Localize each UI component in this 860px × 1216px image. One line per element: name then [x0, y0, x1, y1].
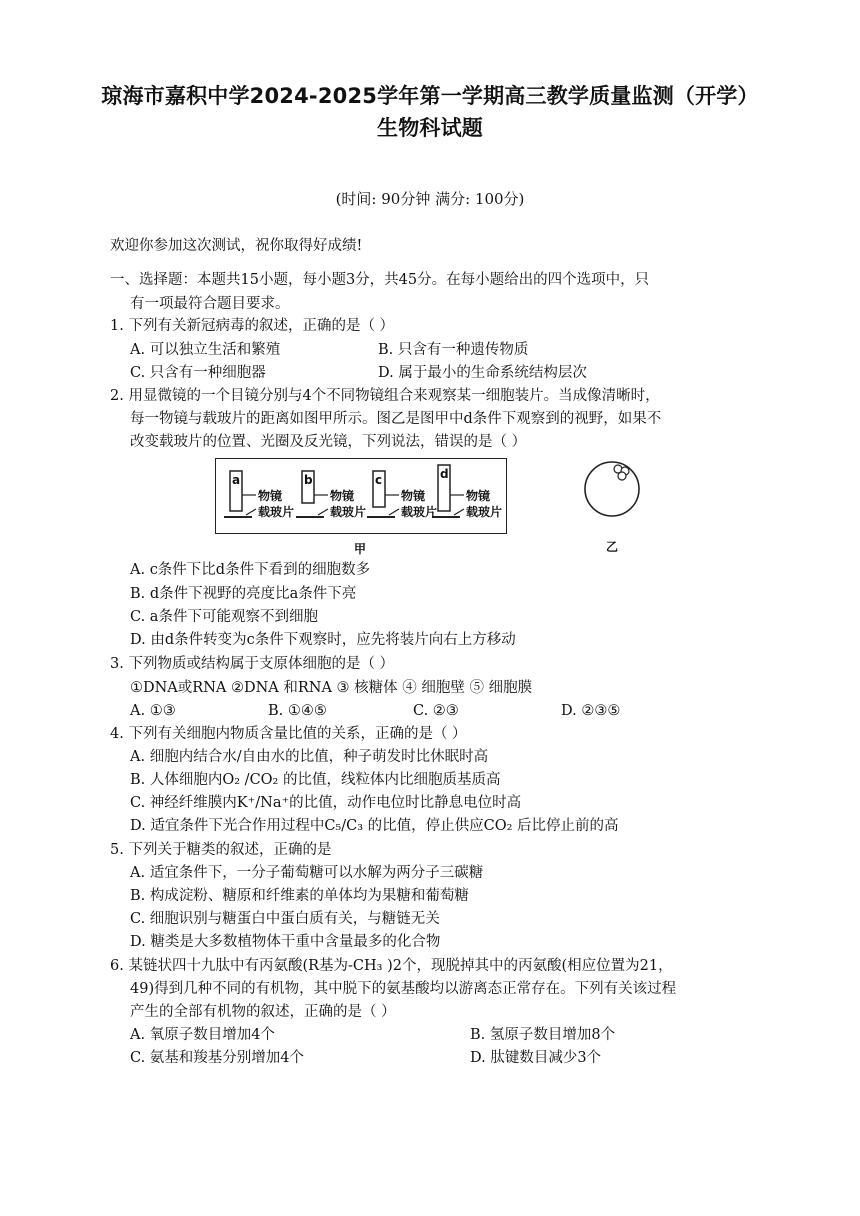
q4-option-c: C. 神经纤维膜内K⁺/Na⁺的比值，动作电位时比静息电位时高	[130, 795, 522, 811]
q5-stem: 5. 下列关于糖类的叙述，正确的是	[110, 842, 332, 858]
q2-option-d: D. 由d条件转变为c条件下观察时，应先将装片向右上方移动	[130, 632, 516, 648]
q6-option-a: A. 氧原子数目增加4个	[130, 1027, 275, 1043]
objective-label-3: 物镜	[401, 489, 426, 503]
q6-option-b: B. 氢原子数目增加8个	[470, 1027, 616, 1043]
q3-option-d: D. ②③⑤	[561, 703, 621, 719]
q2-stem-line3: 改变载玻片的位置、光圈及反光镜，下列说法，错误的是（ ）	[130, 434, 527, 450]
q4-option-a: A. 细胞内结合水/自由水的比值，种子萌发时比休眠时高	[130, 749, 489, 765]
q2-stem-line1: 2. 用显微镜的一个目镜分别与4个不同物镜组合来观察某一细胞装片。当成像清晰时，	[110, 388, 660, 404]
q6-stem-line3: 产生的全部有机物的叙述，正确的是（ ）	[130, 1004, 396, 1020]
q6-option-c: C. 氨基和羧基分别增加4个	[130, 1050, 305, 1066]
objective-label-4: 物镜	[466, 489, 491, 503]
exam-title-line2: 生物科试题	[377, 116, 483, 140]
exam-title-line1: 琼海市嘉积中学2024-2025学年第一学期高三教学质量监测（开学）	[101, 84, 759, 108]
lens-label-d: d	[440, 467, 449, 481]
objective-label-1: 物镜	[258, 489, 283, 503]
q3-option-b: B. ①④⑤	[268, 703, 327, 719]
field-of-view-diagram	[582, 456, 642, 526]
q5-option-a: A. 适宜条件下，一分子葡萄糖可以水解为两分子三碳糖	[130, 865, 484, 881]
q3-items: ①DNA或RNA ②DNA 和RNA ③ 核糖体 ④ 细胞壁 ⑤ 细胞膜	[130, 680, 533, 696]
slide-label-4: 载玻片	[466, 505, 503, 519]
q4-stem: 4. 下列有关细胞内物质含量比值的关系，正确的是（ ）	[110, 726, 467, 742]
section-intro-line2: 有一项最符合题目要求。	[130, 296, 290, 312]
q6-option-d: D. 肽键数目减少3个	[470, 1050, 602, 1066]
q1-stem: 1. 下列有关新冠病毒的叙述，正确的是（ ）	[110, 318, 395, 334]
q4-option-b: B. 人体细胞内O₂ /CO₂ 的比值，线粒体内比细胞质基质高	[130, 772, 501, 788]
q1-option-a: A. 可以独立生活和繁殖	[130, 342, 281, 358]
q2-option-a: A. c条件下比d条件下看到的细胞数多	[130, 562, 371, 578]
q2-option-c: C. a条件下可能观察不到细胞	[130, 609, 318, 625]
q5-option-b: B. 构成淀粉、糖原和纤维素的单体均为果糖和葡萄糖	[130, 888, 469, 904]
objective-label-2: 物镜	[330, 489, 355, 503]
q2-stem-line2: 每一物镜与载玻片的距离如图甲所示。图乙是图甲中d条件下观察到的视野，如果不	[130, 411, 662, 427]
lens-label-c: c	[375, 473, 383, 487]
q3-option-c: C. ②③	[413, 703, 459, 719]
figure-jia-frame	[215, 458, 507, 534]
slide-label-2: 载玻片	[330, 505, 367, 519]
q1-option-c: C. 只含有一种细胞器	[130, 365, 266, 381]
lens-label-a: a	[232, 473, 241, 487]
q6-stem-line2: 49)得到几种不同的有机物，其中脱下的氨基酸均以游离态正常存在。下列有关该过程	[130, 981, 677, 997]
q3-option-a: A. ①③	[130, 703, 176, 719]
exam-time-info: (时间: 90分钟 满分: 100分)	[335, 190, 525, 208]
q1-option-b: B. 只含有一种遗传物质	[378, 342, 529, 358]
figure-jia-caption: 甲	[354, 542, 367, 556]
slide-label-1: 载玻片	[258, 505, 295, 519]
q6-stem-line1: 6. 某链状四十九肽中有丙氨酸(R基为-CH₃ )2个，现脱掉其中的丙氨酸(相应位置为21，	[110, 958, 673, 974]
q3-stem: 3. 下列物质或结构属于支原体细胞的是（ ）	[110, 656, 395, 672]
section-intro-line1: 一、选择题：本题共15小题，每小题3分，共45分。在每小题给出的四个选项中，只	[110, 272, 650, 288]
q1-option-d: D. 属于最小的生命系统结构层次	[378, 365, 587, 381]
slide-label-3: 载玻片	[401, 505, 438, 519]
lens-label-b: b	[304, 473, 313, 487]
q2-option-b: B. d条件下视野的亮度比a条件下亮	[130, 586, 357, 602]
objective-c	[367, 471, 399, 517]
q4-option-d: D. 适宜条件下光合作用过程中C₅/C₃ 的比值，停止供应CO₂ 后比停止前的高	[130, 818, 619, 834]
q5-option-c: C. 细胞识别与糖蛋白中蛋白质有关，与糖链无关	[130, 911, 440, 927]
q5-option-d: D. 糖类是大多数植物体干重中含量最多的化合物	[130, 934, 441, 950]
figure-yi-caption: 乙	[606, 540, 619, 554]
greeting: 欢迎你参加这次测试，祝你取得好成绩!	[110, 238, 363, 254]
